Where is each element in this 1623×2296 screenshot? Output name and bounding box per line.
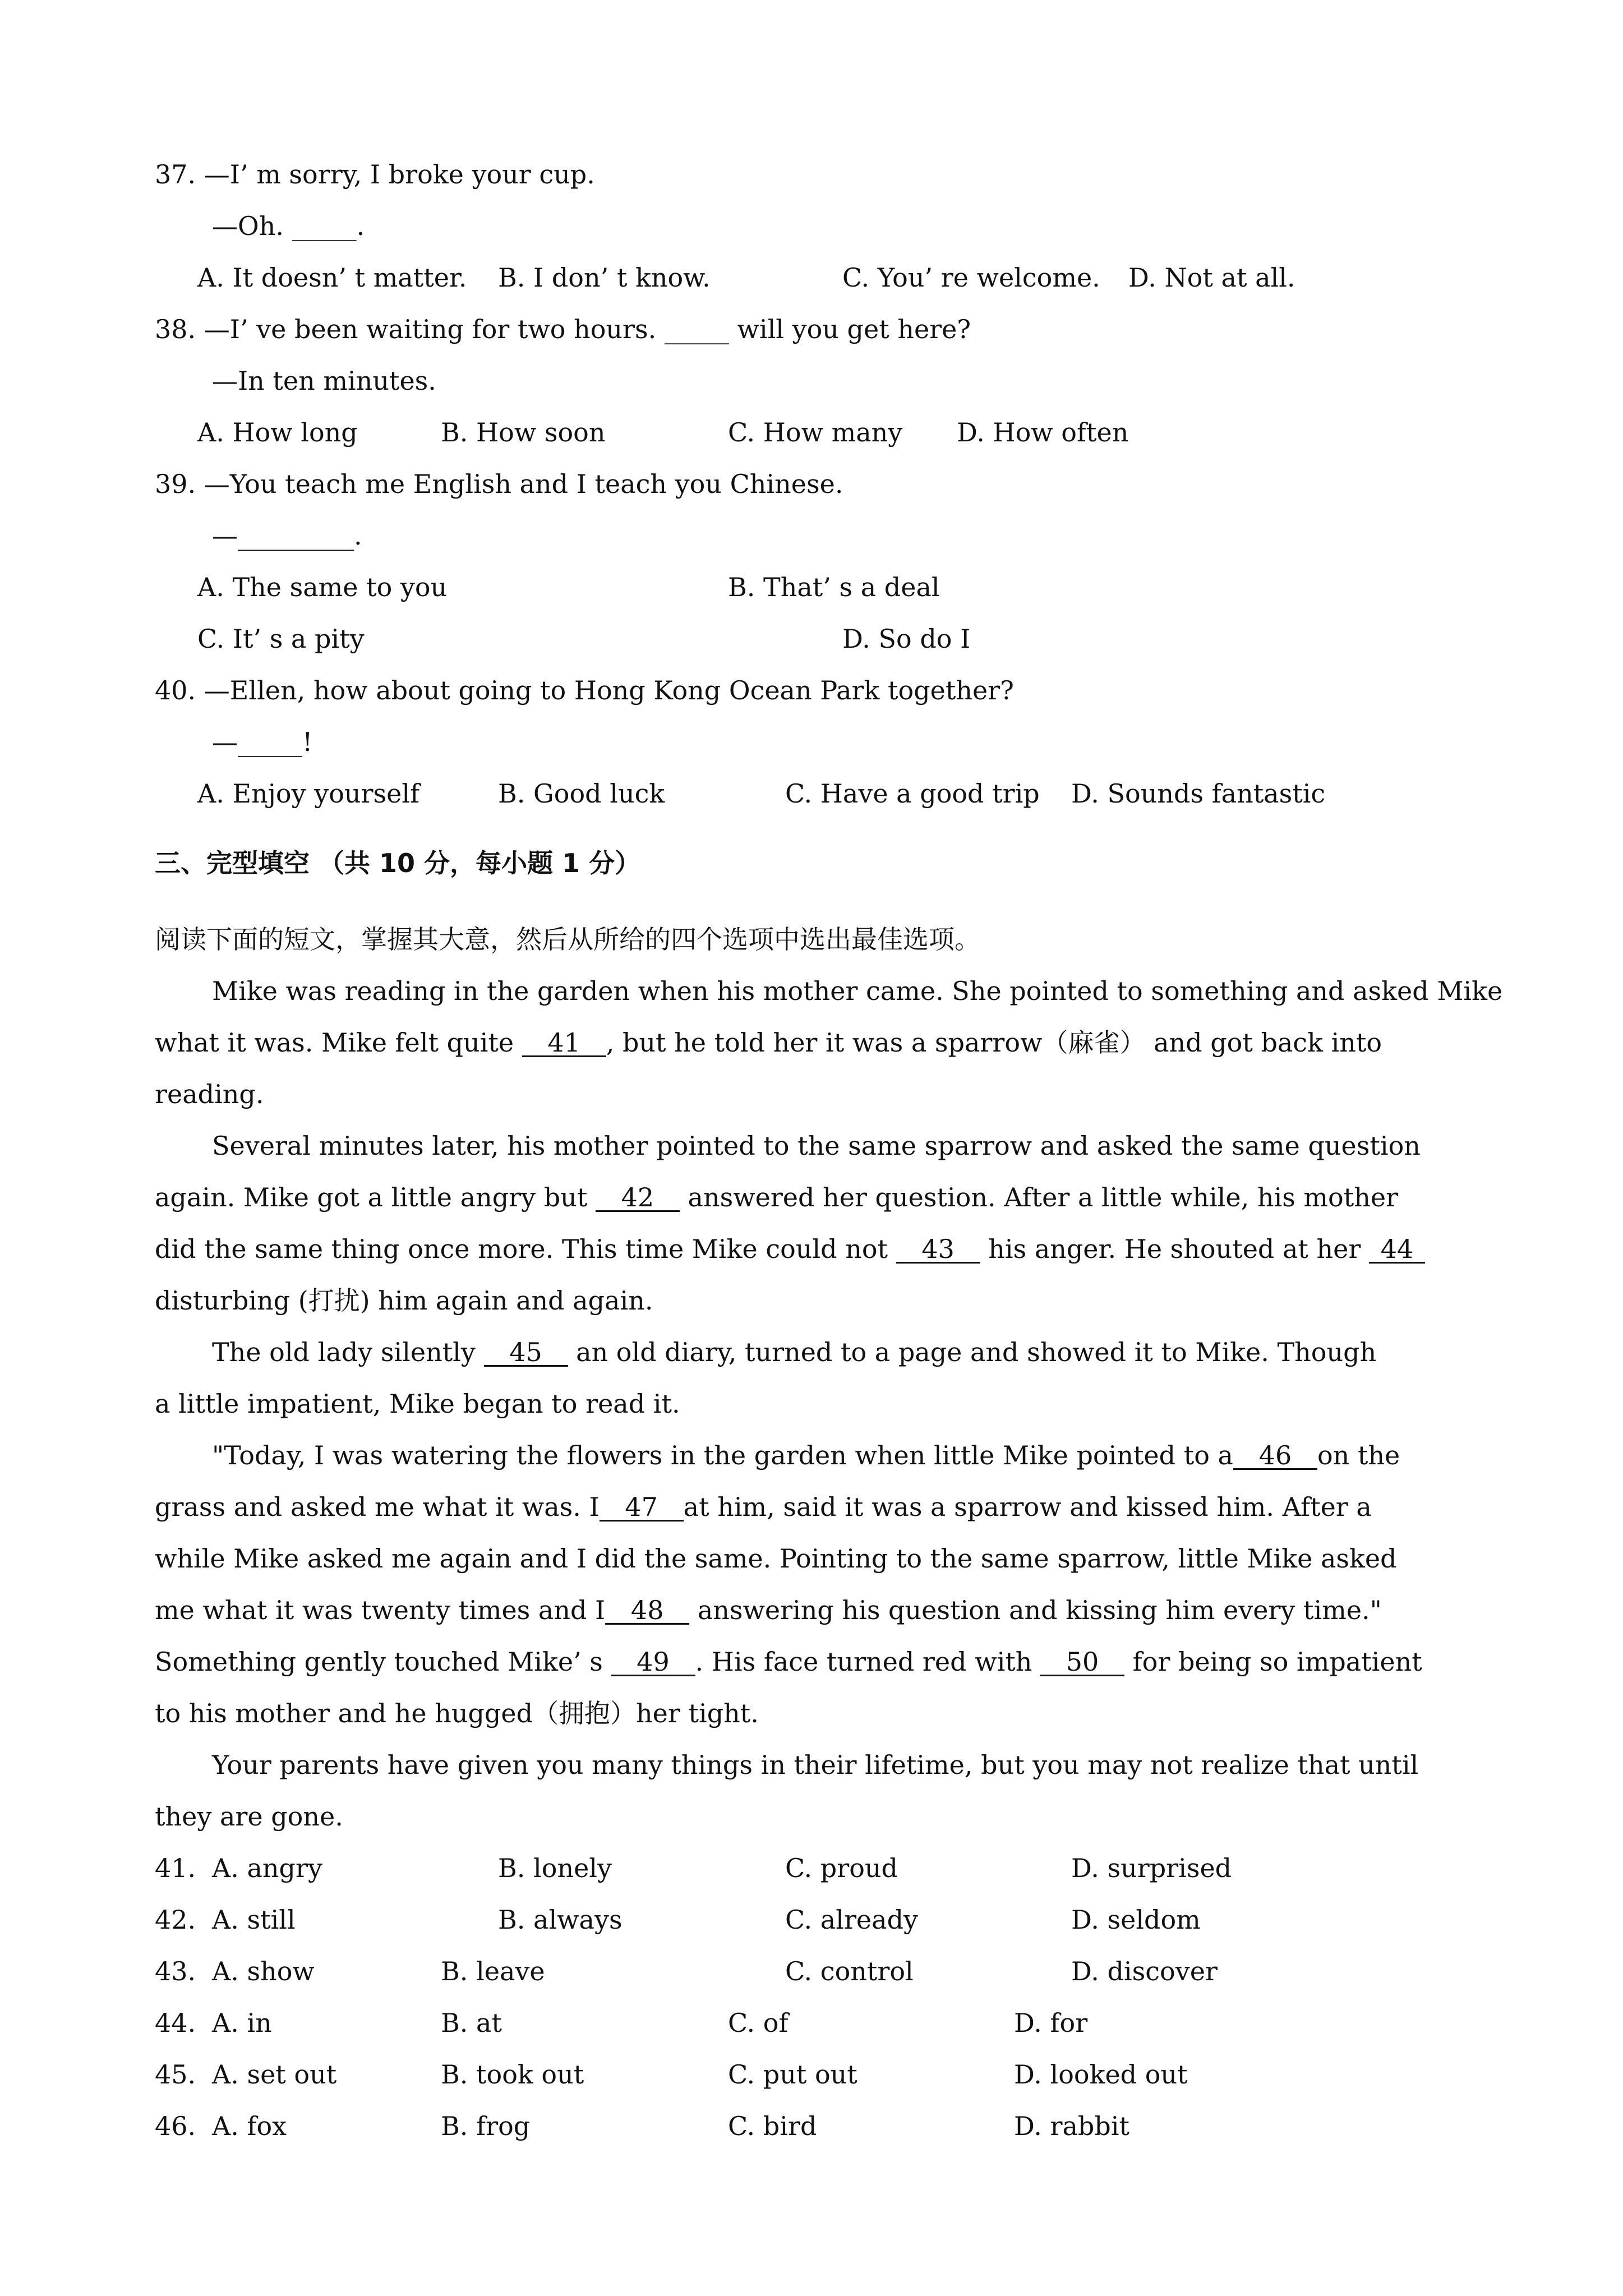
answer-option: D. for [1014,2008,1088,2038]
q40-option-a: A. Enjoy yourself [197,778,420,809]
q40-option-b: B. Good luck [498,778,665,809]
answer-number: 43. [155,1956,196,1986]
answer-option: D. looked out [1014,2059,1188,2090]
section-heading: 三、完型填空 （共 10 分，每小题 1 分） [155,848,641,878]
answer-option: B. leave [441,1956,545,1986]
answer-number: 45. [155,2059,196,2090]
blank-49: 49 [611,1649,695,1676]
blank-45: 45 [484,1339,568,1367]
passage-line: The old lady silently 45 an old diary, turned to a page and showed it to Mike. Though [212,1337,1377,1367]
answer-option: A. angry [212,1853,322,1883]
q37-option-d: D. Not at all. [1128,262,1295,293]
answer-option: A. still [212,1905,296,1935]
blank-46: 46 [1233,1442,1317,1470]
answer-option: B. frog [441,2111,531,2141]
passage-line: Your parents have given you many things in their lifetime, but you may not realize that until [212,1750,1419,1780]
answer-number: 44. [155,2008,196,2038]
q39-option-a: A. The same to you [197,572,448,602]
q38-stem: 38. —I’ ve been waiting for two hours. _____ will you get here? [155,314,971,344]
passage-line: did the same thing once more. This time Mike could not 43 his anger. He shouted at her 44 [155,1236,1425,1264]
blank-41: 41 [522,1030,606,1057]
q38-option-a: A. How long [197,417,358,448]
q40-stem: 40. —Ellen, how about going to Hong Kong Ocean Park together? [155,675,1014,706]
q40-option-d: D. Sounds fantastic [1071,778,1326,809]
passage-line: what it was. Mike felt quite 41 , but he told her it was a sparrow（麻雀） and got back into [155,1027,1382,1058]
q37-reply: —Oh. _____. [212,211,365,241]
answer-option: D. surprised [1071,1853,1232,1883]
q39-reply: —_________. [212,520,362,551]
answer-number: 42. [155,1905,196,1935]
answer-option: A. set out [212,2059,337,2090]
passage-line: disturbing (打扰) him again and again. [155,1285,653,1316]
passage-line: Several minutes later, his mother pointed to the same sparrow and asked the same question [212,1131,1421,1161]
answer-option: A. fox [212,2111,287,2141]
q40-option-c: C. Have a good trip [785,778,1040,809]
blank-44: 44 [1369,1236,1425,1264]
answer-option: C. already [785,1905,919,1935]
passage-line: Something gently touched Mike’ s 49 . His face turned red with 50 for being so impatient [155,1647,1422,1677]
q39-option-b: B. That’ s a deal [728,572,940,602]
passage-line: to his mother and he hugged（拥抱）her tight. [155,1698,759,1728]
answer-option: D. seldom [1071,1905,1201,1935]
answer-option: D. discover [1071,1956,1218,1986]
answer-option: B. took out [441,2059,584,2090]
blank-47: 47 [600,1494,684,1522]
passage-line: while Mike asked me again and I did the same. Pointing to the same sparrow, little Mike asked [155,1543,1397,1574]
blank-48: 48 [605,1597,689,1625]
blank-50: 50 [1040,1649,1124,1676]
q38-option-c: C. How many [728,417,903,448]
q38-option-b: B. How soon [441,417,606,448]
answer-option: B. lonely [498,1853,612,1883]
blank-42: 42 [596,1184,680,1212]
passage-line: "Today, I was watering the flowers in the garden when little Mike pointed to a 46 on the [212,1440,1400,1470]
passage-line: a little impatient, Mike began to read it. [155,1389,680,1419]
blank-43: 43 [896,1236,980,1264]
answer-option: A. show [212,1956,315,1986]
passage-line: Mike was reading in the garden when his mother came. She pointed to something and asked Mike [212,976,1503,1006]
passage-line: they are gone. [155,1801,343,1832]
answer-number: 41. [155,1853,196,1883]
q39-option-d: D. So do I [842,624,971,654]
q37-option-c: C. You’ re welcome. [842,262,1100,293]
q40-reply: —_____! [212,727,313,757]
q39-option-c: C. It’ s a pity [197,624,365,654]
answer-option: B. always [498,1905,623,1935]
q37-option-a: A. It doesn’ t matter. [197,262,467,293]
answer-option: B. at [441,2008,502,2038]
q38-option-d: D. How often [957,417,1129,448]
passage-line: grass and asked me what it was. I 47 at him, said it was a sparrow and kissed him. After a [155,1492,1372,1522]
q37-option-b: B. I don’ t know. [498,262,711,293]
section-instruction: 阅读下面的短文，掌握其大意，然后从所给的四个选项中选出最佳选项。 [155,924,980,955]
answer-option: C. of [728,2008,789,2038]
q38-reply: —In ten minutes. [212,366,436,396]
answer-option: C. proud [785,1853,898,1883]
passage-line: me what it was twenty times and I 48 answering his question and kissing him every time." [155,1595,1382,1625]
answer-option: C. put out [728,2059,857,2090]
passage-line: reading. [155,1079,264,1109]
answer-number: 46. [155,2111,196,2141]
answer-option: A. in [212,2008,272,2038]
answer-option: C. bird [728,2111,817,2141]
answer-option: C. control [785,1956,914,1986]
q37-stem: 37. —I’ m sorry, I broke your cup. [155,159,595,190]
answer-option: D. rabbit [1014,2111,1129,2141]
passage-line: again. Mike got a little angry but 42 answered her question. After a little while, his mother [155,1182,1399,1212]
q39-stem: 39. —You teach me English and I teach you Chinese. [155,469,843,499]
